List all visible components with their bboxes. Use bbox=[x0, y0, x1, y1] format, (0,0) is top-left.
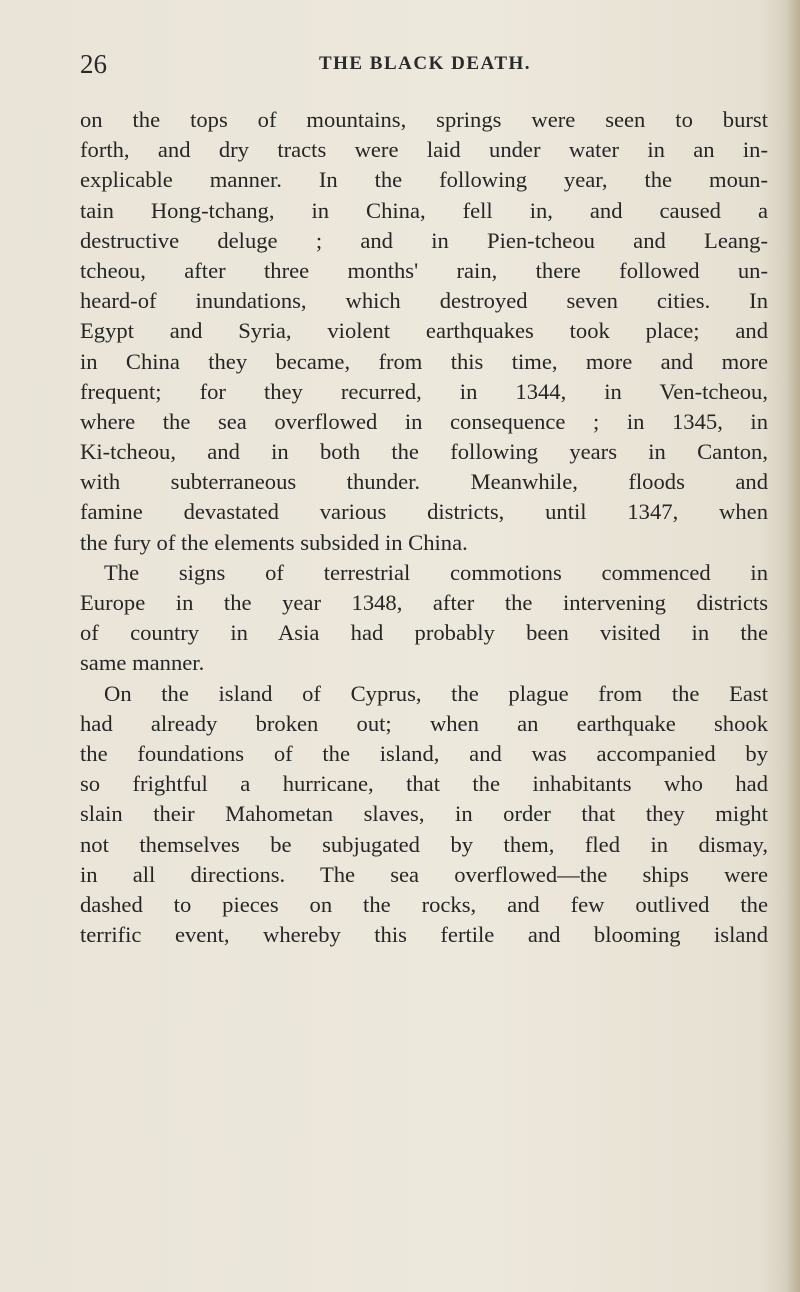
text-line: had already broken out; when an earthquake shook bbox=[80, 710, 768, 736]
text-line: explicable manner. In the following year, the moun- bbox=[80, 167, 768, 193]
text-line: famine devastated various districts, until 1347, when bbox=[80, 499, 768, 525]
text-line: Egypt and Syria, violent earthquakes took place; and bbox=[80, 318, 768, 344]
body-text bbox=[80, 105, 768, 950]
text-line: same manner. bbox=[80, 650, 205, 676]
text-line: heard-of inundations, which destroyed seven cities. In bbox=[80, 288, 768, 314]
text-line: On the island of Cyprus, the plague from the East bbox=[104, 680, 768, 706]
text-line: slain their Mahometan slaves, in order that they might bbox=[80, 801, 768, 827]
page-edge-shadow bbox=[786, 0, 800, 1292]
text-line: Ki-tcheou, and in both the following years in Canton, bbox=[80, 439, 768, 465]
text-line: forth, and dry tracts were laid under water in an in- bbox=[80, 137, 768, 163]
page-header bbox=[80, 44, 770, 84]
text-line: of country in Asia had probably been visited in the bbox=[80, 620, 768, 646]
text-line: where the sea overflowed in consequence ; in 1345, in bbox=[80, 408, 768, 434]
text-line: in all directions. The sea overflowed—the ships were bbox=[80, 861, 768, 887]
text-line: the fury of the elements subsided in China. bbox=[80, 529, 468, 555]
text-line: so frightful a hurricane, that the inhabitants who had bbox=[80, 771, 768, 797]
text-line: the foundations of the island, and was accompanied by bbox=[80, 740, 768, 766]
text-line: tain Hong-tchang, in China, fell in, and caused a bbox=[80, 197, 768, 223]
text-line: frequent; for they recurred, in 1344, in Ven-tcheou, bbox=[80, 378, 768, 404]
text-line: with subterraneous thunder. Meanwhile, floods and bbox=[80, 469, 768, 495]
text-line: on the tops of mountains, springs were seen to burst bbox=[80, 107, 768, 132]
text-line: tcheou, after three months' rain, there followed un- bbox=[80, 257, 768, 283]
page-number: 26 bbox=[80, 49, 107, 79]
text-line: not themselves be subjugated by them, fled in dismay, bbox=[80, 831, 768, 857]
text-line: destructive deluge ; and in Pien-tcheou and Leang- bbox=[80, 227, 768, 253]
text-line: The signs of terrestrial commotions commenced in bbox=[104, 559, 768, 585]
text-line: Europe in the year 1348, after the intervening districts bbox=[80, 590, 768, 615]
running-head: THE BLACK DEATH. bbox=[318, 53, 532, 74]
text-line: in China they became, from this time, more and more bbox=[80, 348, 768, 374]
text-line: terrific event, whereby this fertile and blooming island bbox=[80, 922, 768, 948]
text-line: dashed to pieces on the rocks, and few outlived the bbox=[80, 891, 768, 917]
